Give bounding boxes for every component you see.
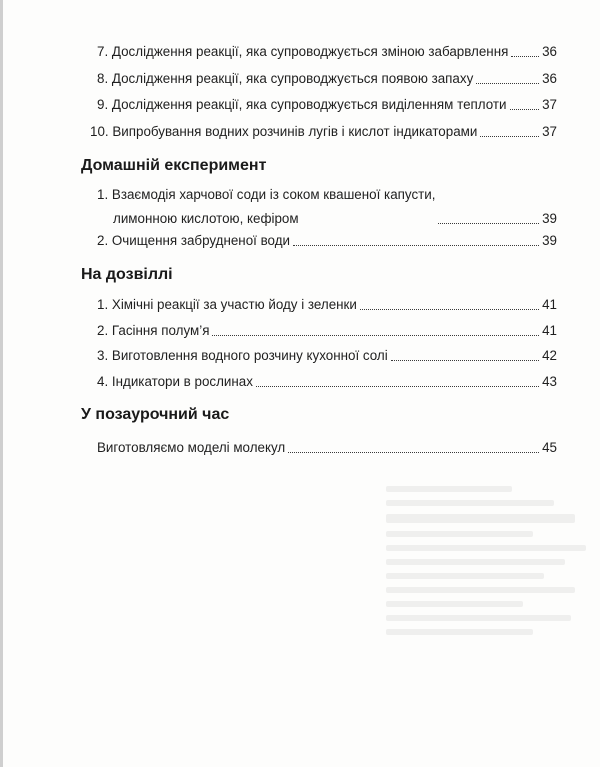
- toc-entry-page: 42: [542, 348, 557, 363]
- toc-entry-page: 39: [542, 211, 557, 226]
- toc-entry-9[interactable]: [97, 97, 557, 113]
- leader-dots: [360, 309, 539, 310]
- toc-entry-page: 37: [542, 97, 557, 112]
- toc-entry-page: 43: [542, 374, 557, 389]
- leader-dots: [293, 245, 539, 246]
- leader-dots: [212, 335, 539, 336]
- toc-entry-title: Виготовляємо моделі молекул: [97, 440, 286, 455]
- page-edge: [0, 0, 3, 767]
- leader-dots: [288, 452, 539, 453]
- toc-entry-8[interactable]: [97, 71, 557, 87]
- toc-entry-title: 9. Дослідження реакції, яка супроводжується виділенням теплоти: [97, 97, 507, 112]
- toc-entry-extra-1[interactable]: [97, 440, 557, 456]
- toc-entry-home-1[interactable]: [97, 187, 557, 227]
- toc-entry-title-line1: 1. Взаємодія харчової соди із соком квашеної капусти,: [97, 187, 436, 202]
- toc-entry-leisure-2[interactable]: [97, 323, 557, 339]
- toc-entry-leisure-1[interactable]: [97, 297, 557, 313]
- leader-dots: [480, 136, 539, 137]
- show-through-text: [386, 478, 596, 738]
- section-heading-leisure: На дозвіллі: [81, 266, 173, 283]
- toc-entry-title: [97, 187, 435, 227]
- toc-entry-title: 2. Очищення забрудненої води: [97, 233, 290, 248]
- section-heading-home-experiment: Домашній експеримент: [81, 157, 267, 174]
- toc-entry-page: 45: [542, 440, 557, 455]
- toc-entry-page: 39: [542, 233, 557, 248]
- toc-entry-page: 37: [542, 124, 557, 139]
- toc-entry-title: 3. Виготовлення водного розчину кухонної солі: [97, 348, 388, 363]
- toc-entry-home-2[interactable]: [97, 233, 557, 249]
- toc-entry-title-line2: лимонною кислотою, кефіром: [113, 211, 299, 226]
- toc-entry-7[interactable]: [97, 44, 557, 60]
- leader-dots: [438, 223, 539, 224]
- toc-entry-title: 10. Випробування водних розчинів лугів і кислот індикаторами: [90, 124, 478, 139]
- toc-entry-page: 41: [542, 323, 557, 338]
- section-heading-extracurricular: У позаурочний час: [81, 406, 230, 423]
- leader-dots: [510, 109, 540, 110]
- toc-entry-title: 1. Хімічні реакції за участю йоду і зеленки: [97, 297, 357, 312]
- toc-entry-title: 8. Дослідження реакції, яка супроводжується появою запаху: [97, 71, 474, 86]
- toc-entry-page: 36: [542, 71, 557, 86]
- toc-entry-title: 7. Дослідження реакції, яка супроводжується зміною забарвлення: [97, 44, 509, 59]
- toc-entry-title: 4. Індикатори в рослинах: [97, 374, 253, 389]
- toc-entry-leisure-4[interactable]: [97, 374, 557, 390]
- leader-dots: [256, 386, 539, 387]
- toc-entry-page: 41: [542, 297, 557, 312]
- leader-dots: [511, 56, 539, 57]
- toc-entry-title: 2. Гасіння полум’я: [97, 323, 210, 338]
- leader-dots: [391, 360, 539, 361]
- toc-entry-page: 36: [542, 44, 557, 59]
- toc-entry-leisure-3[interactable]: [97, 348, 557, 364]
- toc-entry-10[interactable]: [90, 124, 557, 140]
- leader-dots: [476, 83, 539, 84]
